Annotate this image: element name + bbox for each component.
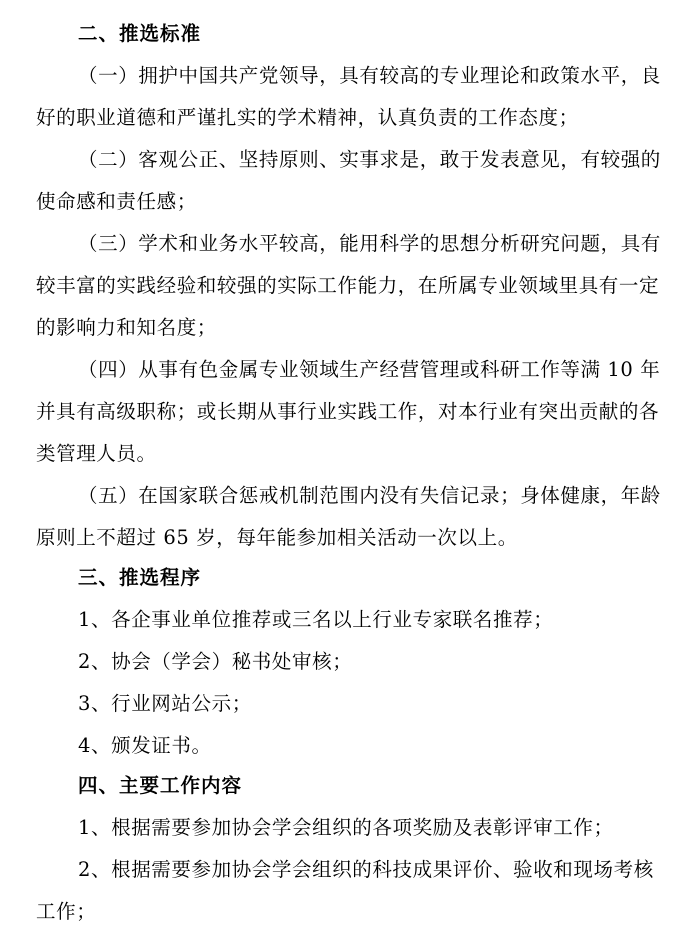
criterion-4-line-1: （四）从事有色金属专业领域生产经营管理或科研工作等满 10 年 <box>78 358 661 381</box>
criterion-4-line-3: 类管理人员。 <box>36 442 157 465</box>
criterion-4-line-2: 并具有高级职称；或长期从事行业实践工作，对本行业有突出贡献的各 <box>36 400 660 423</box>
procedure-step-1: 1、各企事业单位推荐或三名以上行业专家联名推荐； <box>78 608 554 631</box>
procedure-step-3: 3、行业网站公示； <box>78 692 252 715</box>
procedure-step-2: 2、协会（学会）秘书处审核； <box>78 650 353 673</box>
work-item-2-line-2: 工作； <box>36 900 97 923</box>
criterion-3-line-1: （三）学术和业务水平较高，能用科学的思想分析研究问题，具有 <box>78 232 661 255</box>
criterion-5-line-1: （五）在国家联合惩戒机制范围内没有失信记录；身体健康，年龄 <box>78 484 661 507</box>
procedure-step-4: 4、颁发证书。 <box>78 734 212 757</box>
section-2-heading: 二、推选标准 <box>78 22 202 45</box>
criterion-1-line-1: （一）拥护中国共产党领导，具有较高的专业理论和政策水平，良 <box>78 64 661 87</box>
criterion-2-line-1: （二）客观公正、坚持原则、实事求是，敢于发表意见，有较强的 <box>78 148 661 171</box>
work-item-2-line-1: 2、根据需要参加协会学会组织的科技成果评价、验收和现场考核 <box>78 858 654 881</box>
criterion-2-line-2: 使命感和责任感； <box>36 190 197 213</box>
criterion-3-line-3: 的影响力和知名度； <box>36 316 217 339</box>
work-item-1: 1、根据需要参加协会学会组织的各项奖励及表彰评审工作； <box>78 816 614 839</box>
criterion-5-line-2: 原则上不超过 65 岁，每年能参加相关活动一次以上。 <box>36 526 518 549</box>
criterion-3-line-2: 较丰富的实践经验和较强的实际工作能力，在所属专业领域里具有一定 <box>36 274 660 297</box>
criterion-1-line-2: 好的职业道德和严谨扎实的学术精神，认真负责的工作态度； <box>36 106 579 129</box>
section-3-heading: 三、推选程序 <box>78 566 202 589</box>
section-4-heading: 四、主要工作内容 <box>78 774 243 797</box>
